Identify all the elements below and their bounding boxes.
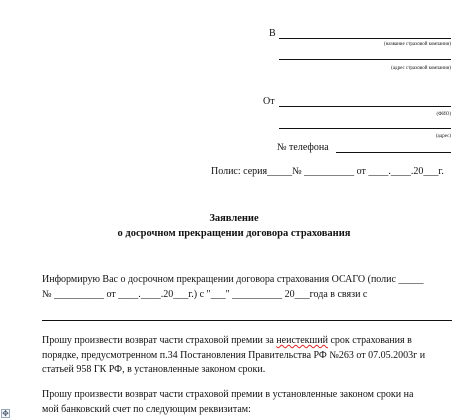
- move-handle-icon[interactable]: ✥: [2, 409, 9, 418]
- address-hint: (адрес страховой компании): [391, 66, 451, 71]
- p2-text-c: срок страхования в: [327, 335, 412, 346]
- spellcheck-word: неистекший: [276, 335, 328, 346]
- insurer-name-line[interactable]: [279, 38, 451, 39]
- paragraph-2-line-1: [42, 334, 457, 348]
- fio-line[interactable]: [279, 106, 451, 107]
- fio-hint: (ФИО): [436, 112, 451, 117]
- paragraph-1-line-2: № __________ от ____.____.20___г.) с "___" __________ 20___года в связи с: [42, 289, 368, 300]
- to-prefix: В: [269, 28, 276, 39]
- document-subtitle: о досрочном прекращении договора страхования: [117, 228, 351, 239]
- paragraph-3-line-1: Прошу произвести возврат части страховой премии в установленные законом сроки на: [42, 389, 414, 400]
- document-title: Заявление: [209, 213, 259, 224]
- p2-text-a: Прошу произвести возврат части страховой премии за: [42, 335, 277, 346]
- paragraph-1-line-1: Информирую Вас о досрочном прекращении договора страхования ОСАГО (полис _____: [42, 274, 424, 285]
- paragraph-3-line-2: мой банковский счет по следующим реквизитам:: [42, 404, 251, 415]
- from-prefix: От: [263, 96, 275, 107]
- phone-line[interactable]: [336, 152, 451, 153]
- policy-line[interactable]: Полис: серия_____№ __________ от ____.____.20___г.: [211, 166, 444, 177]
- insurer-hint: (название страховой компании): [384, 42, 451, 47]
- paragraph-2-line-2: порядке, предусмотренном п.34 Постановления Правительства РФ №263 от 07.05.2003г и: [42, 350, 426, 361]
- address2-hint: (адрес): [435, 134, 451, 139]
- paragraph-2-line-3: статьей 958 ГК РФ, в установленные законом сроки.: [42, 364, 266, 375]
- insurer-address-line[interactable]: [279, 59, 451, 60]
- address-line[interactable]: [279, 128, 451, 129]
- reason-line[interactable]: [42, 320, 452, 321]
- phone-label: № телефона: [277, 142, 329, 153]
